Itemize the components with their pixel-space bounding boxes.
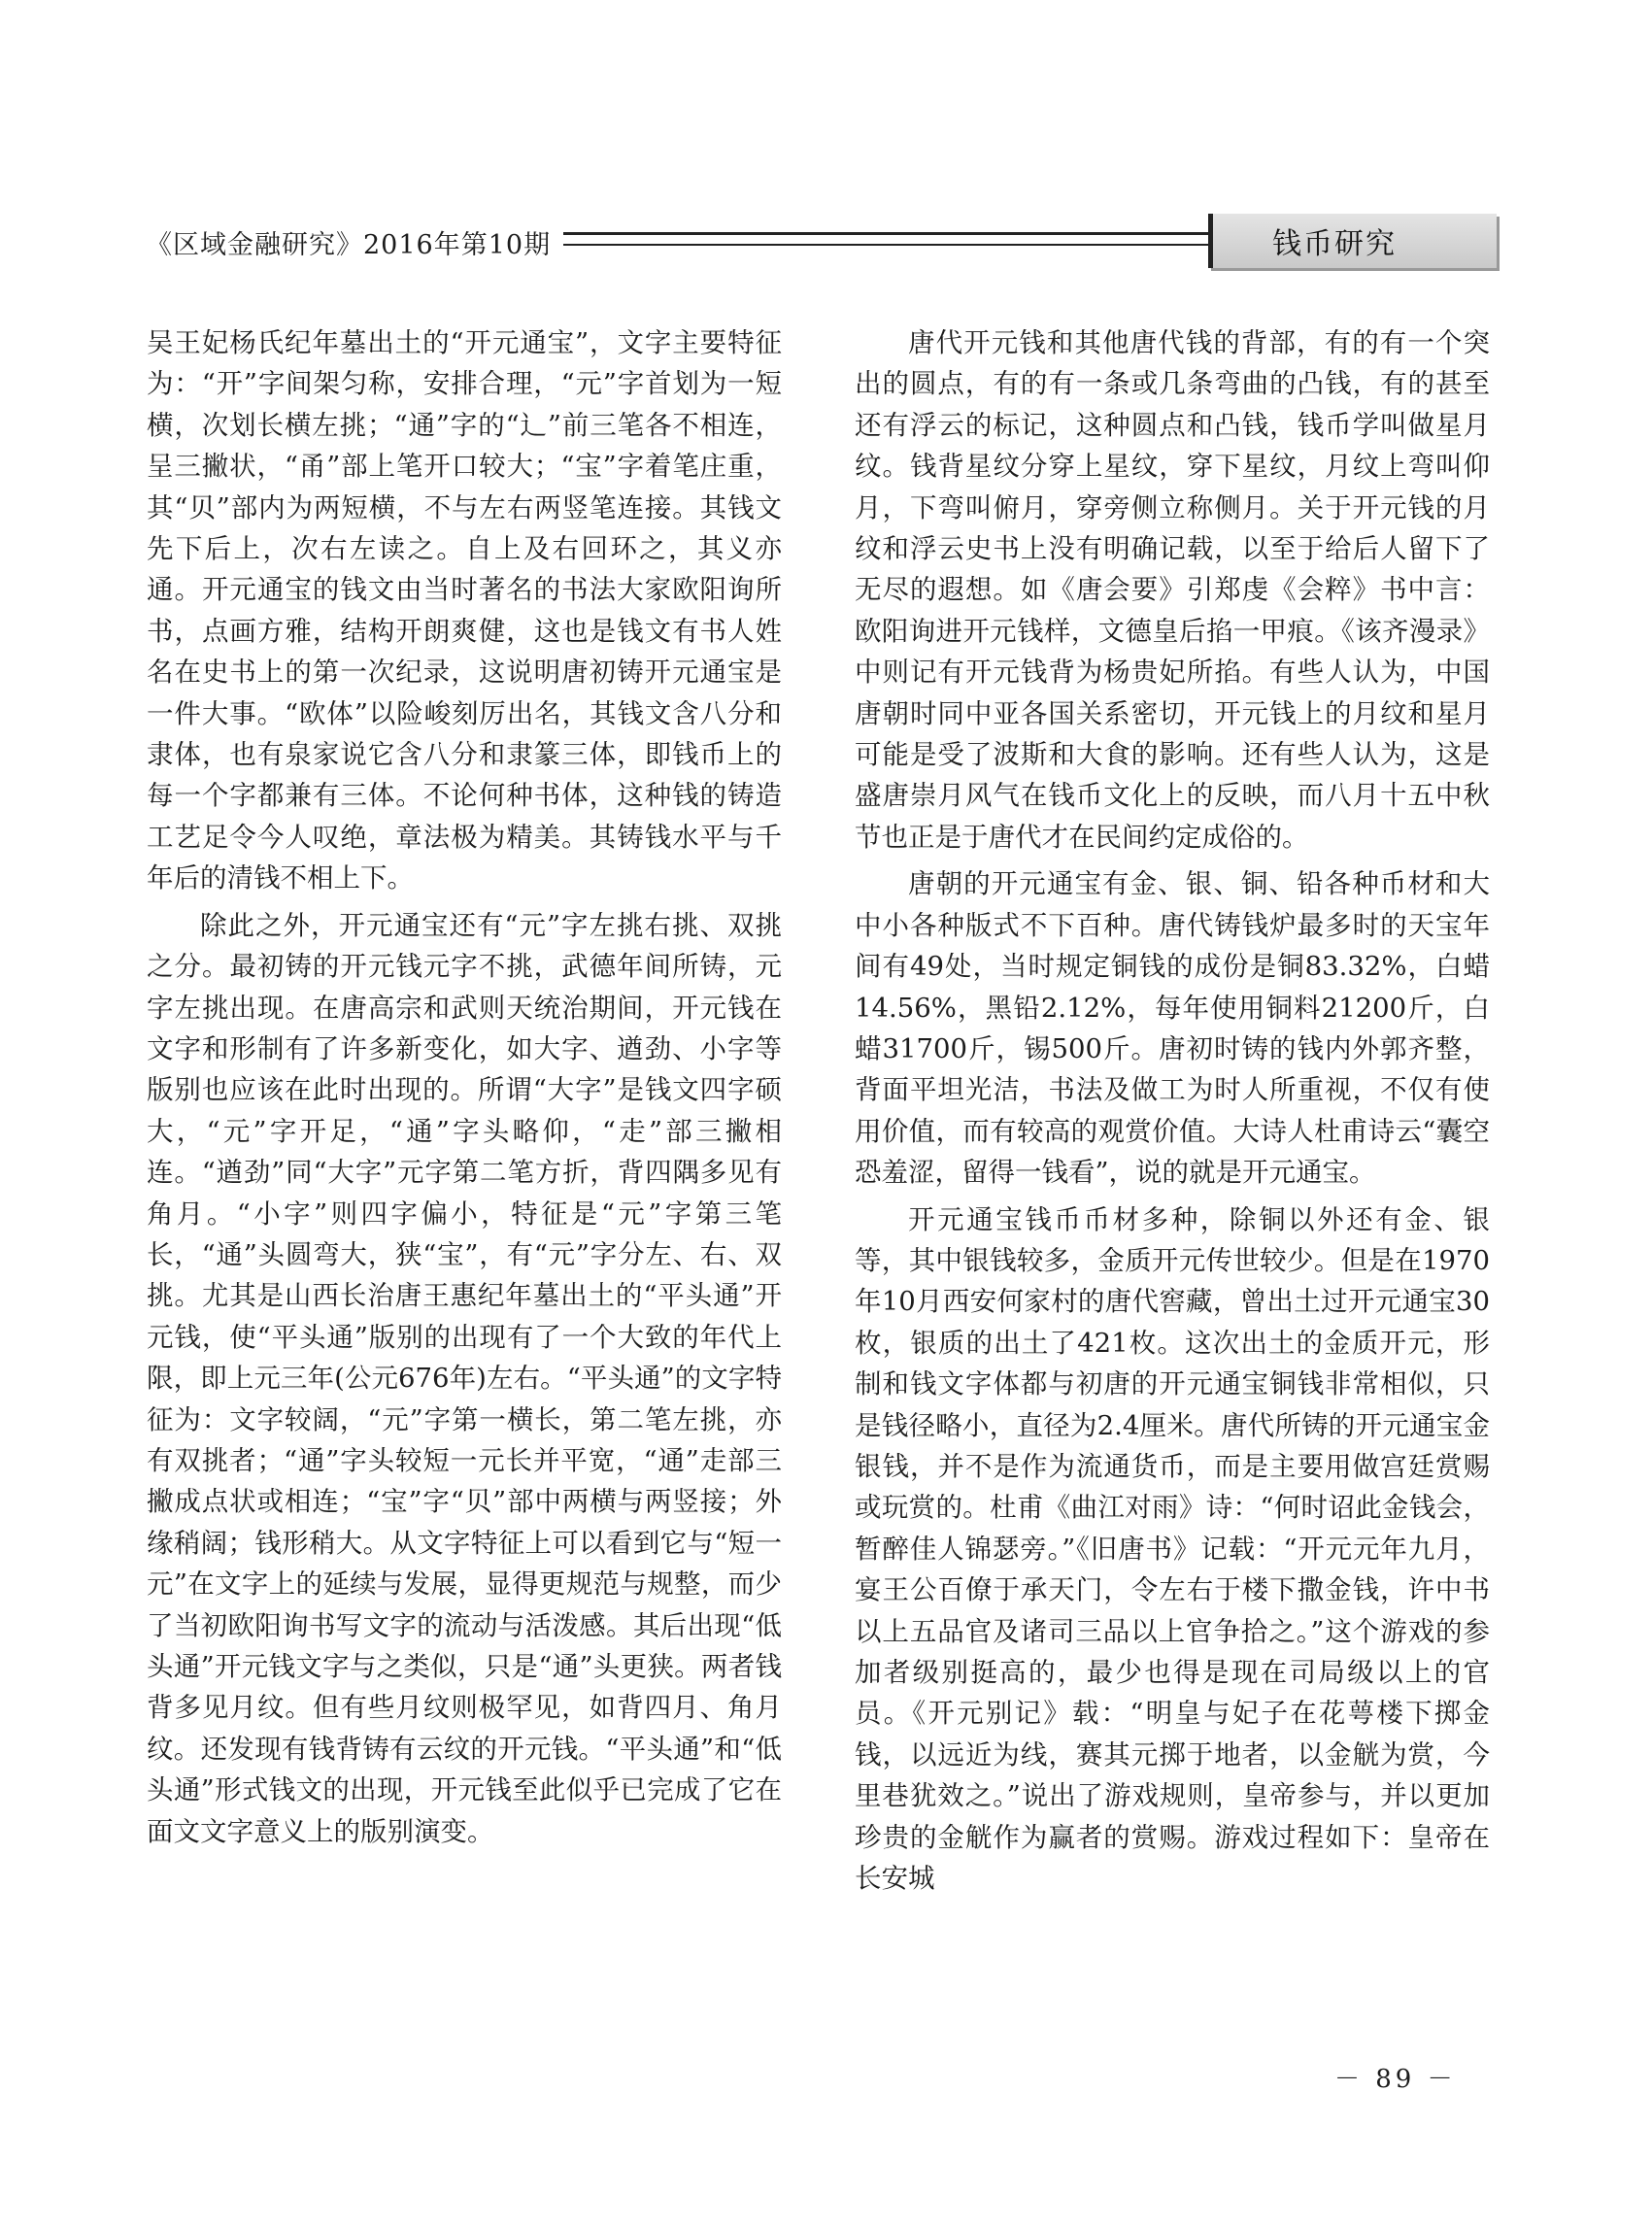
- paragraph: 除此之外，开元通宝还有“元”字左挑右挑、双挑之分。最初铸的开元钱元字不挑，武德年间所铸，元字左挑出现。在唐高宗和武则天统治期间，开元钱在文字和形制有了许多新变化，如大字、遒劲、小字等版别也应该在此时出现的。所谓“大字”是钱文四字硕大，“元”字开足，“通”字头略仰，“走”部三撇相连。“遒劲”同“大字”元字第二笔方折，背四隅多见有角月。“小字”则四字偏小，特征是“元”字第三笔长，“通”头圆弯大，狭“宝”，有“元”字分左、右、双挑。尤其是山西长治唐王惠纪年墓出土的“平头通”开元钱，使“平头通”版别的出现有了一个大致的年代上限，即上元三年(公元676年)左右。“平头通”的文字特征为：文字较阔，“元”字第一横长，第二笔左挑，亦有双挑者；“通”字头较短一元长并平宽，“通”走部三撇成点状或相连；“宝”字“贝”部中两横与两竖接；外缘稍阔；钱形稍大。从文字特征上可以看到它与“短一元”在文字上的延续与发展，显得更规范与规整，而少了当初欧阳询书写文字的流动与活泼感。其后出现“低头通”开元钱文字与之类似，只是“通”头更狭。两者钱背多见月纹。但有些月纹则极罕见，如背四月、角月纹。还发现有钱背铸有云纹的开元钱。“平头通”和“低头通”形式钱文的出现，开元钱至此似乎已完成了它在面文文字意义上的版别演变。: [147, 909, 782, 1847]
- paragraph: 开元通宝钱币币材多种，除铜以外还有金、银等，其中银钱较多，金质开元传世较少。但是在1970年10月西安何家村的唐代窖藏，曾出土过开元通宝30枚，银质的出土了421枚。这次出土的金质开元，形制和钱文字体都与初唐的开元通宝铜钱非常相似，只是钱径略小，直径为2.4厘米。唐代所铸的开元通宝金银钱，并不是作为流通货币，而是主要用做宫廷赏赐或玩赏的。杜甫《曲江对雨》诗：“何时诏此金钱会，暂醉佳人锦瑟旁。”《旧唐书》记载：“开元元年九月，宴王公百僚于承天门，令左右于楼下撒金钱，许中书以上五品官及诸司三品以上官争拾之。”这个游戏的参加者级别挺高的，最少也得是现在司局级以上的官员。《开元别记》载：“明皇与妃子在花萼楼下掷金钱，以远近为线，赛其元掷于地者，以金觥为赏，今里巷犹效之。”说出了游戏规则，皇帝参与，并以更加珍贵的金觥作为赢者的赏赐。游戏过程如下：皇帝在长安城: [855, 1203, 1490, 1895]
- paragraph: 唐朝的开元通宝有金、银、铜、铅各种币材和大中小各种版式不下百种。唐代铸钱炉最多时的天宝年间有49处，当时规定铜钱的成份是铜83.32%，白蜡14.56%，黑铅2.12%，每年使用铜料21200斤，白蜡31700斤，锡500斤。唐初时铸的钱内外郭齐整，背面平坦光洁，书法及做工为时人所重视，不仅有使用价值，而有较高的观赏价值。大诗人杜甫诗云“囊空恐羞涩，留得一钱看”，说的就是开元通宝。: [855, 868, 1490, 1189]
- journal-title: 《区域金融研究》2016年第10期: [146, 230, 552, 260]
- paragraph: 吴王妃杨氏纪年墓出土的“开元通宝”，文字主要特征为：“开”字间架匀称，安排合理，“元”字首划为一短横，次划长横左挑；“通”字的“辶”前三笔各不相连，呈三撇状，“甬”部上笔开口较大；“宝”字着笔庄重，其“贝”部内为两短横，不与左右两竖笔连接。其钱文先下后上，次右左读之。自上及右回环之，其义亦通。开元通宝的钱文由当时著名的书法大家欧阳询所书，点画方雅，结构开朗爽健，这也是钱文有书人姓名在史书上的第一次纪录，这说明唐初铸开元通宝是一件大事。“欧体”以险峻刻厉出名，其钱文含八分和隶体，也有泉家说它含八分和隶篆三体，即钱币上的每一个字都兼有三体。不论何种书体，这种钱的铸造工艺足令今人叹绝，章法极为精美。其铸钱水平与千年后的清钱不相上下。: [147, 327, 782, 894]
- left-column: [147, 322, 782, 1858]
- page-number: － 89 －: [1334, 2065, 1457, 2094]
- right-column: [855, 322, 1490, 1905]
- section-title: 钱币研究: [1272, 227, 1397, 261]
- paragraph: 唐代开元钱和其他唐代钱的背部，有的有一个突出的圆点，有的有一条或几条弯曲的凸钱，有的甚至还有浮云的标记，这种圆点和凸钱，钱币学叫做星月纹。钱背星纹分穿上星纹，穿下星纹，月纹上弯叫仰月，下弯叫俯月，穿旁侧立称侧月。关于开元钱的月纹和浮云史书上没有明确记载，以至于给后人留下了无尽的遐想。如《唐会要》引郑虔《会粹》书中言：欧阳询进开元钱样，文德皇后掐一甲痕。《该齐漫录》中则记有开元钱背为杨贵妃所掐。有些人认为，中国唐朝时同中亚各国关系密切，开元钱上的月纹和星月可能是受了波斯和大食的影响。还有些人认为，这是盛唐崇月风气在钱币文化上的反映，而八月十五中秋节也正是于唐代才在民间约定成俗的。: [855, 327, 1490, 853]
- page-header: [146, 216, 1486, 274]
